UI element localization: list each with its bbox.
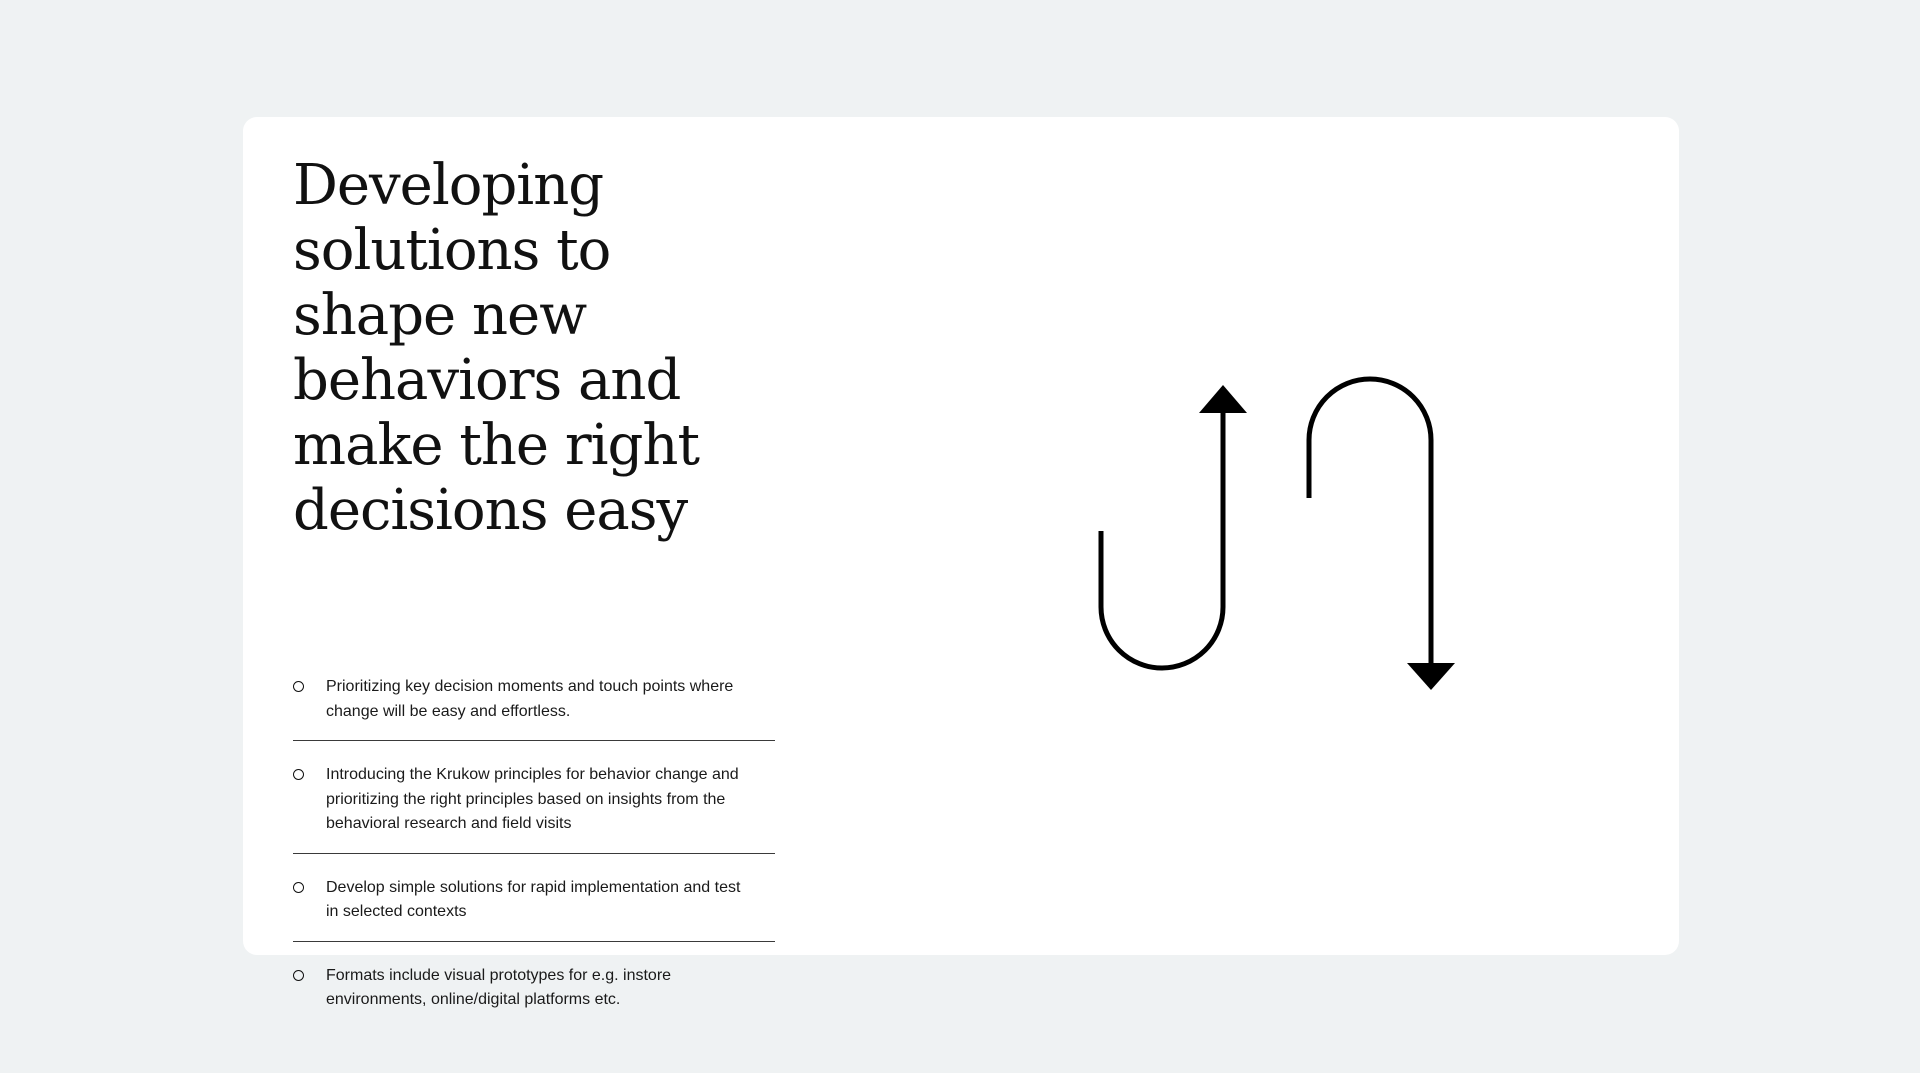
left-column <box>293 153 777 543</box>
bullet-text: Develop simple solutions for rapid implementation and test in selected contexts <box>326 878 741 920</box>
list-item <box>293 942 775 1029</box>
bullet-circle-icon <box>293 882 304 893</box>
bullet-text: Introducing the Krukow principles for behavior change and prioritizing the right principles based on insights from the behavioral research and field visits <box>326 766 739 832</box>
list-item <box>293 741 775 854</box>
u-turn-down-arrow-path <box>1309 379 1431 669</box>
page-title: Developing solutions to shape new behaviors and make the right decisions easy <box>293 153 699 543</box>
bullet-circle-icon <box>293 769 304 780</box>
up-down-u-turn-arrows-icon <box>1073 347 1573 707</box>
arrow-down-head-icon <box>1407 663 1455 690</box>
list-item <box>293 854 775 942</box>
list-item <box>293 675 775 741</box>
bullet-text: Prioritizing key decision moments and touch points where change will be easy and effortless. <box>326 678 734 720</box>
bullet-list <box>293 675 775 1029</box>
u-turn-up-arrow-path <box>1101 407 1223 668</box>
bullet-text: Formats include visual prototypes for e.g. instore environments, online/digital platforms etc. <box>326 966 672 1008</box>
bullet-circle-icon <box>293 970 304 981</box>
arrow-up-head-icon <box>1199 385 1247 413</box>
content-card <box>243 117 1679 1008</box>
bullet-circle-icon <box>293 681 304 692</box>
